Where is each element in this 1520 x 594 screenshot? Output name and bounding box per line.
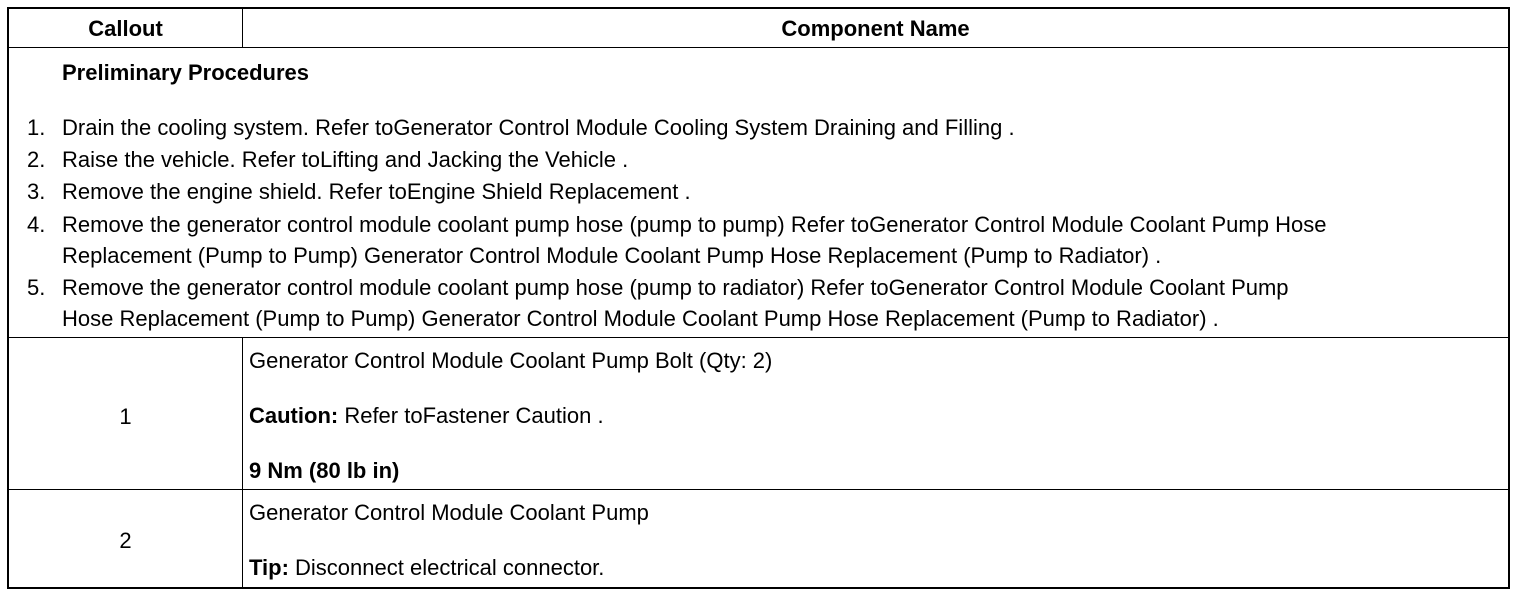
callout-number: 1 [119,404,132,429]
step-number: 3. [27,179,46,204]
torque-spec: 9 Nm (80 lb in) [249,458,400,483]
step-text-line-1: Remove the generator control module coolant pump hose (pump to radiator) Refer toGenerator Control Module Coolant Pump [62,275,1289,300]
step-number: 4. [27,212,46,237]
component-name: Generator Control Module Coolant Pump [249,500,649,525]
tip-note [249,555,604,581]
step-number: 1. [27,115,46,140]
step-text-line-2: Replacement (Pump to Pump) Generator Control Module Coolant Pump Hose Replacement (Pump to Radiator) . [62,243,1162,268]
step-text: Raise the vehicle. Refer toLifting and Jacking the Vehicle . [62,147,629,172]
step-text-line-2: Hose Replacement (Pump to Pump) Generator Control Module Coolant Pump Hose Replacement (Pump to Radiator) . [62,306,1219,331]
step-text: Drain the cooling system. Refer toGenerator Control Module Cooling System Draining and Filling . [62,115,1015,140]
preliminary-title: Preliminary Procedures [62,60,310,85]
caution-note [249,403,604,429]
header-callout: Callout [88,16,163,41]
step-number: 5. [27,275,46,300]
caution-text: Refer toFastener Caution . [338,403,604,428]
step-number: 2. [27,147,46,172]
row-divider [9,489,1508,490]
row-divider [9,337,1508,338]
component-name: Generator Control Module Coolant Pump Bolt (Qty: 2) [249,348,773,373]
header-component-name: Component Name [781,16,970,41]
caution-label: Caution: [249,403,339,428]
callout-number: 2 [119,528,132,553]
tip-text: Disconnect electrical connector. [288,555,605,580]
body-column-divider [242,337,243,587]
step-text: Remove the engine shield. Refer toEngine Shield Replacement . [62,179,691,204]
step-text-line-1: Remove the generator control module coolant pump hose (pump to pump) Refer toGenerator Control Module Coolant Pump Hose [62,212,1327,237]
tip-label: Tip: [249,555,289,580]
header-divider [9,47,1508,48]
procedure-table [7,7,1510,589]
